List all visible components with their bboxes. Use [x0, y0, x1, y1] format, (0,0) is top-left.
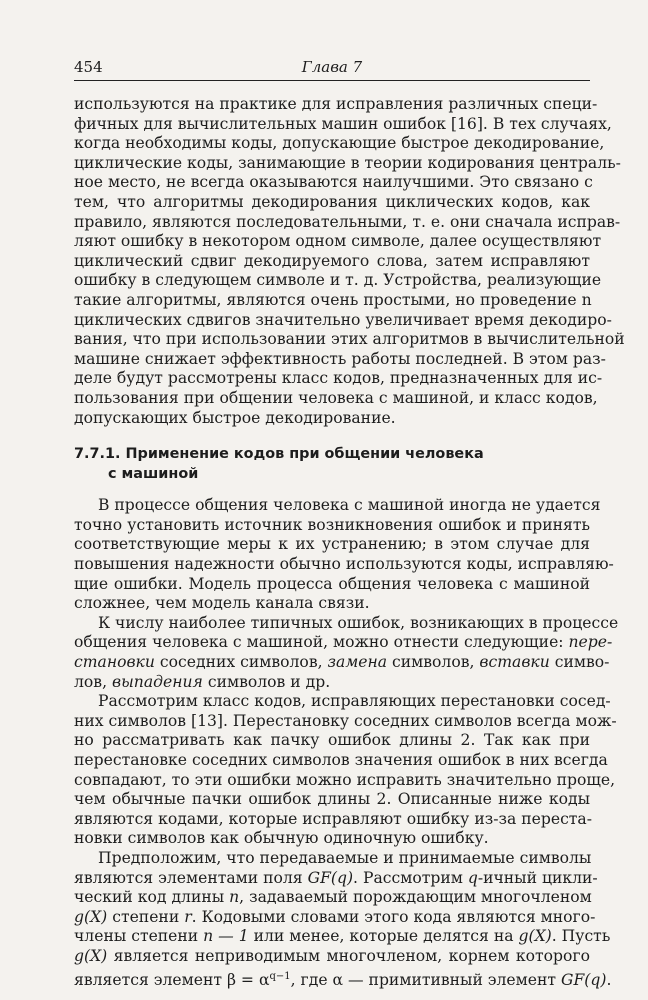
text-line: ческий код длины n, задаваемый порождающим многочленом [74, 888, 592, 907]
page-number: 454 [74, 58, 103, 76]
text-line: повышения надежности обычно используются коды, исправляю- [74, 555, 614, 574]
text-line: но рассматривать как пачку ошибок длины 2. Так как при [74, 731, 590, 750]
paragraph-2 [74, 613, 619, 692]
text-line: Рассмотрим класс кодов, исправляющих перестановки сосед- [98, 692, 611, 711]
text-line: В процессе общения человека с машиной иногда не удается [98, 496, 601, 515]
text-line: циклических сдвигов значительно увеличивает время декодиро- [74, 310, 612, 329]
section-title-line1: Применение кодов при общении человека [125, 446, 484, 463]
text-line: используются на практике для исправления различных специ- [74, 95, 598, 113]
text-line: совпадают, то эти ошибки можно исправить значительно проще, [74, 770, 616, 789]
text-line: деле будут рассмотрены класс кодов, предназначенных для ис- [74, 369, 603, 388]
text-line: g(X) является неприводимым многочленом, корнем которого [74, 946, 590, 965]
text-line: циклический сдвиг декодируемого слова, затем исправляют [74, 251, 590, 270]
text-line: является элемент $\beta = \alpha^{q-1}$, где α — примитивный элемент GF(q). [74, 970, 612, 989]
text-line: них символов [13]. Перестановку соседних символов всегда мож- [74, 711, 617, 730]
text-line: являются кодами, которые исправляют ошибку из-за переста- [74, 809, 592, 828]
text-line: являются элементами поля GF(q). Рассмотрим q-ичный цикли- [74, 868, 598, 887]
text-line: чем обычные пачки ошибок длины 2. Описанные ниже коды [74, 790, 590, 809]
paragraph-1 [74, 496, 614, 614]
chapter-title: Глава 7 [301, 58, 363, 76]
text-line: ошибку в следующем символе и т. д. Устройства, реализующие [74, 271, 602, 290]
text-line: щие ошибки. Модель процесса общения человека с машиной [74, 574, 590, 593]
text-line: становки соседних символов, замена символов, вставки симво- [74, 653, 610, 672]
text-line: когда необходимы коды, допускающие быстрое декодирование, [74, 134, 605, 153]
text-line: вания, что при использовании этих алгоритмов в вычислительной [74, 330, 625, 349]
text-line: тем, что алгоритмы декодирования циклических кодов, как [74, 192, 590, 211]
paragraph-4 [74, 848, 612, 990]
text-line: точно установить источник возникновения ошибок и принять [74, 515, 590, 534]
section-heading [74, 445, 590, 484]
text-line: общения человека с машиной, можно отнести следующие: пере- [74, 633, 613, 652]
text-line: перестановке соседних символов значения ошибок в них всегда [74, 751, 608, 769]
header-rule [74, 80, 590, 81]
text-line: пользования при общении человека с машиной, и класс кодов, [74, 388, 598, 407]
section-title-line2: с машиной [108, 465, 199, 482]
text-line: члены степени n — 1 или менее, которые делятся на g(X). Пусть [74, 927, 611, 946]
text-line: сложнее, чем модель канала связи. [74, 594, 370, 613]
text-line: ляют ошибку в некотором одном символе, далее осуществляют [74, 232, 602, 251]
text-line: соответствующие меры к их устранению; в этом случае для [74, 535, 590, 554]
text-line: фичных для вычислительных машин ошибок [16]. В тех случаях, [74, 114, 612, 133]
paragraph-3 [74, 692, 617, 849]
text-line: ное место, не всегда оказываются наилучшими. Это связано с [74, 173, 593, 192]
text-line: К числу наиболее типичных ошибок, возникающих в процессе [98, 613, 619, 632]
text-line: Предположим, что передаваемые и принимаемые символы [98, 848, 592, 867]
section-number: 7.7.1. [74, 446, 121, 463]
text-line: циклические коды, занимающие в теории кодирования централь- [74, 153, 621, 172]
text-line: g(X) степени r. Кодовыми словами этого кода являются много- [74, 907, 596, 926]
text-line: лов, выпадения символов и др. [74, 672, 331, 691]
text-line: правило, являются последовательными, т. е. они сначала исправ- [74, 212, 621, 231]
text-line: машине снижает эффективность работы последней. В этом раз- [74, 349, 606, 368]
page-body [74, 95, 625, 990]
running-header [74, 58, 590, 80]
text-line: допускающих быстрое декодирование. [74, 408, 396, 427]
text-line: новки символов как обычную одиночную ошибку. [74, 829, 489, 848]
text-line: такие алгоритмы, являются очень простыми, но проведение n [74, 290, 592, 309]
intro-paragraph [74, 95, 625, 428]
